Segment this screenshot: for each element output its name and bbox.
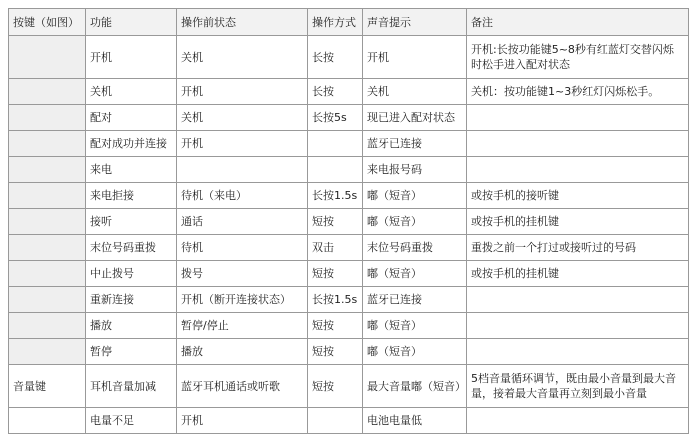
table-cell: 待机 [177,235,308,261]
table-cell: 长按1.5s [308,183,363,209]
table-cell: 长按 [308,79,363,105]
table-cell: 长按1.5s [308,287,363,313]
table-cell: 重拨之前一个打过或接听过的号码 [467,235,689,261]
table-cell: 接听 [86,209,177,235]
table-cell [9,209,86,235]
table-cell: 拨号 [177,261,308,287]
table-cell: 开机 [177,131,308,157]
table-row [9,339,689,365]
table-row [9,365,689,408]
table-cell: 开机 [86,36,177,79]
header-cell-key: 按键（如图） [9,9,86,36]
table-cell [9,287,86,313]
table-cell: 短按 [308,209,363,235]
header-cell-function: 功能 [86,9,177,36]
table-cell: 长按5s [308,105,363,131]
table-cell: 配对成功并连接 [86,131,177,157]
table-cell: 播放 [177,339,308,365]
table-cell: 末位号码重拨 [363,235,467,261]
table-cell [308,408,363,434]
table-cell: 嘟（短音） [363,339,467,365]
table-cell: 双击 [308,235,363,261]
table-cell: 暂停 [86,339,177,365]
table-cell: 长按 [308,36,363,79]
table-cell [467,105,689,131]
table-cell: 或按手机的挂机键 [467,209,689,235]
table-cell [9,339,86,365]
table-cell: 待机（来电） [177,183,308,209]
table-cell [9,183,86,209]
table-cell: 关机 [177,36,308,79]
table-cell: 耳机音量加减 [86,365,177,408]
table-cell: 短按 [308,365,363,408]
table-header-row [9,9,689,36]
table-cell: 嘟（短音） [363,313,467,339]
table-cell: 配对 [86,105,177,131]
table-cell: 嘟（短音） [363,209,467,235]
table-cell [467,339,689,365]
table-cell [467,157,689,183]
table-cell: 来电 [86,157,177,183]
header-cell-prior-state: 操作前状态 [177,9,308,36]
header-cell-remarks: 备注 [467,9,689,36]
table-cell: 现已进入配对状态 [363,105,467,131]
table-row [9,209,689,235]
table-cell: 来电报号码 [363,157,467,183]
table-cell: 或按手机的接听键 [467,183,689,209]
table-cell [9,408,86,434]
table-cell: 关机 [177,105,308,131]
table-cell [467,131,689,157]
table-cell [308,157,363,183]
table-cell [9,235,86,261]
table-cell [308,131,363,157]
table-cell: 开机（断开连接状态） [177,287,308,313]
table-cell: 5档音量循环调节，既由最小音量到最大音量，接着最大音量再立刻到最小音量 [467,365,689,408]
table-cell: 开机 [363,36,467,79]
function-table-container [8,8,689,434]
table-row [9,313,689,339]
table-cell [9,131,86,157]
table-row [9,261,689,287]
table-row [9,287,689,313]
table-cell: 蓝牙耳机通话或听歌 [177,365,308,408]
table-cell: 关机 [363,79,467,105]
table-cell: 播放 [86,313,177,339]
table-cell [467,408,689,434]
table-cell [9,313,86,339]
table-cell: 开机 [177,79,308,105]
function-table [8,8,689,434]
table-row [9,408,689,434]
table-cell [467,287,689,313]
table-cell [467,313,689,339]
table-cell: 末位号码重拨 [86,235,177,261]
table-cell: 嘟（短音） [363,183,467,209]
table-row [9,105,689,131]
table-row [9,183,689,209]
table-cell [9,261,86,287]
table-cell: 来电拒接 [86,183,177,209]
table-cell: 中止拨号 [86,261,177,287]
table-cell [9,105,86,131]
table-cell: 重新连接 [86,287,177,313]
table-cell: 最大音量嘟（短音） [363,365,467,408]
table-cell: 蓝牙已连接 [363,287,467,313]
table-cell: 音量键 [9,365,86,408]
table-cell: 或按手机的挂机键 [467,261,689,287]
table-cell [177,157,308,183]
table-row [9,235,689,261]
table-cell: 关机：按功能键1~3秒红灯闪烁松手。 [467,79,689,105]
table-cell: 暂停/停止 [177,313,308,339]
table-row [9,131,689,157]
table-cell: 开机:长按功能键5~8秒有红蓝灯交替闪烁时松手进入配对状态 [467,36,689,79]
table-cell: 蓝牙已连接 [363,131,467,157]
table-cell [9,79,86,105]
table-row [9,36,689,79]
table-cell: 通话 [177,209,308,235]
table-cell: 短按 [308,261,363,287]
table-row [9,157,689,183]
header-cell-operation: 操作方式 [308,9,363,36]
table-cell: 短按 [308,339,363,365]
table-cell: 嘟（短音） [363,261,467,287]
table-cell [9,36,86,79]
table-cell: 开机 [177,408,308,434]
table-cell: 短按 [308,313,363,339]
table-row [9,79,689,105]
table-cell: 电量不足 [86,408,177,434]
header-cell-sound-prompt: 声音提示 [363,9,467,36]
table-cell: 电池电量低 [363,408,467,434]
table-cell [9,157,86,183]
table-cell: 关机 [86,79,177,105]
